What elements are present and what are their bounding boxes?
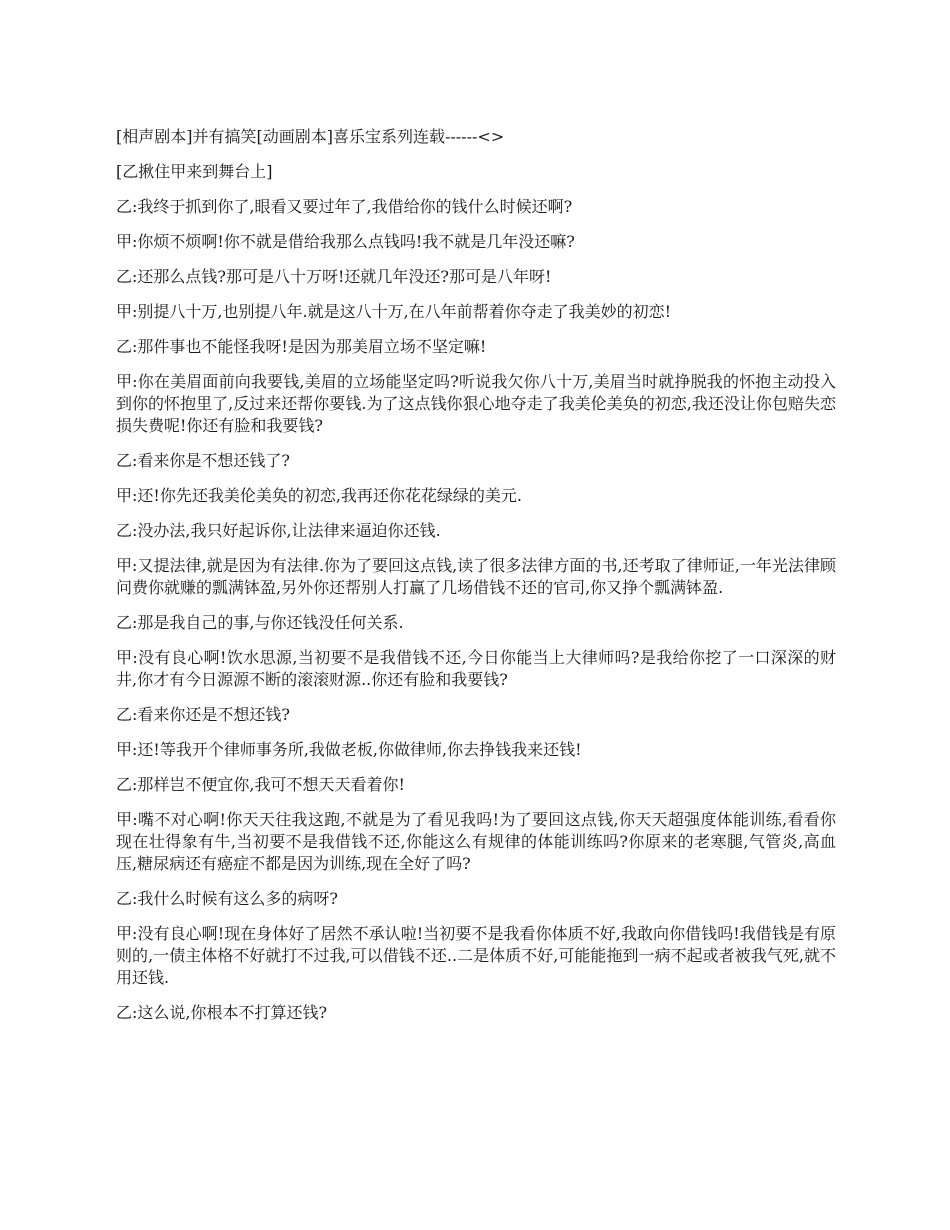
stage-direction: [乙揪住甲来到舞台上] bbox=[116, 162, 273, 181]
dialogue-line: 乙:没办法,我只好起诉你,让法律来逼迫你还钱. bbox=[116, 521, 441, 540]
dialogue-line: 乙:看来你还是不想还钱? bbox=[116, 705, 290, 724]
dialogue-line: 甲:没有良心啊!现在身体好了居然不承认啦!当初要不是我看你体质不好,我敢向你借钱吗!我借钱是有原则的,一债主体格不好就打不过我,可以借钱不还..二是体质不好,可能能拖到一病不起或者被我气死,就不用还钱. bbox=[116, 924, 836, 987]
dialogue-line: 乙:我什么时候有这么多的病呀? bbox=[116, 889, 338, 908]
dialogue-line: 乙:这么说,你根本不打算还钱? bbox=[116, 1003, 328, 1022]
dialogue-line: 乙:我终于抓到你了,眼看又要过年了,我借给你的钱什么时候还啊? bbox=[116, 197, 573, 216]
dialogue-line: 乙:那件事也不能怪我呀!是因为那美眉立场不坚定嘛! bbox=[116, 337, 487, 356]
dialogue-line: 乙:那样岂不便宜你,我可不想天天看着你! bbox=[116, 775, 405, 794]
document-page bbox=[116, 126, 836, 1037]
dialogue-line: 甲:没有良心啊!饮水思源,当初要不是我借钱不还,今日你能当上大律师吗?是我给你挖了一口深深的财井,你才有今日源源不断的滚滚财源..你还有脸和我要钱? bbox=[116, 648, 836, 689]
dialogue-line: 乙:那是我自己的事,与你还钱没任何关系. bbox=[116, 613, 404, 632]
dialogue-line: 甲:你烦不烦啊!你不就是借给我那么点钱吗!我不就是几年没还嘛? bbox=[116, 232, 575, 251]
dialogue-line: 甲:嘴不对心啊!你天天往我这跑,不就是为了看见我吗!为了要回这点钱,你天天超强度体能训练,看看你现在壮得象有牛,当初要不是我借钱不还,你能这么有规律的体能训练吗?你原来的老寒腿,气管炎,高血压,糖尿病还有癌症不都是因为训练,现在全好了吗? bbox=[116, 810, 836, 873]
dialogue-line: 乙:看来你是不想还钱了? bbox=[116, 451, 290, 470]
dialogue-line: 乙:还那么点钱?那可是八十万呀!还就几年没还?那可是八年呀! bbox=[116, 267, 552, 286]
dialogue-line: 甲:还!等我开个律师事务所,我做老板,你做律师,你去挣钱我来还钱! bbox=[116, 740, 582, 759]
document-title: [相声剧本]并有搞笑[动画剧本]喜乐宝系列连载------<> bbox=[116, 127, 505, 146]
dialogue-line: 甲:又提法律,就是因为有法律.你为了要回这点钱,读了很多法律方面的书,还考取了律师证,一年光法律顾问费你就赚的瓢满钵盈,另外你还帮别人打赢了几场借钱不还的官司,你又挣个瓢满钵盈. bbox=[116, 556, 836, 597]
dialogue-line: 甲:你在美眉面前向我要钱,美眉的立场能坚定吗?听说我欠你八十万,美眉当时就挣脱我的怀抱主动投入到你的怀抱里了,反过来还帮你要钱.为了这点钱你狠心地夺走了我美伦美奂的初恋,我还没让你包赔失恋损失费呢!你还有脸和我要钱? bbox=[116, 372, 836, 435]
dialogue-line: 甲:还!你先还我美伦美奂的初恋,我再还你花花绿绿的美元. bbox=[116, 486, 522, 505]
dialogue-line: 甲:别提八十万,也别提八年.就是这八十万,在八年前帮着你夺走了我美妙的初恋! bbox=[116, 302, 672, 321]
